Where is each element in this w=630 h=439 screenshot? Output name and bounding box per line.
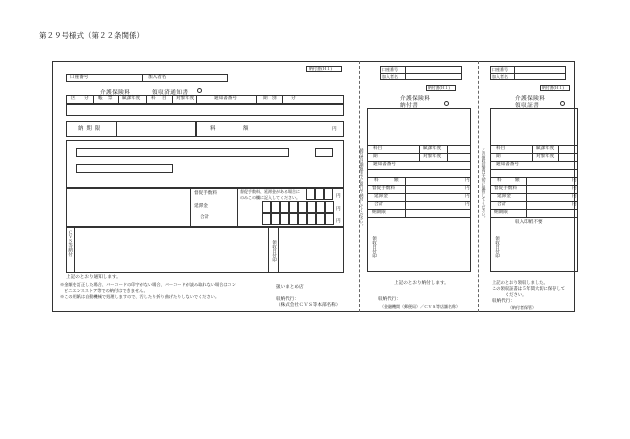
amount-row-label: 料 (497, 178, 502, 183)
yen-unit: 円 (332, 127, 337, 132)
amount-row-label: 督促手数料 (372, 186, 395, 191)
footnote-2: ビニエンスストア等での納付はできません。 (64, 288, 148, 293)
amount-row-label: 額 (394, 178, 399, 183)
seal-mark (560, 101, 565, 106)
total-label: 合計 (200, 215, 210, 220)
slip-row-label: 対象年度 (423, 154, 442, 159)
fee-digit-box (298, 201, 307, 213)
amount-label-2: 額 (243, 126, 249, 132)
collector-label: 収納代行： (378, 297, 401, 302)
slip-row-label: 期 (373, 154, 378, 159)
receipt-date-label: 領収日付印 (371, 236, 377, 258)
cvs-block (66, 227, 344, 273)
account-no-label: 口座番号 (492, 67, 508, 72)
fee-digit-box (315, 188, 324, 200)
notice-title-1: 介護保険料 (100, 90, 131, 96)
amount-row-label: 料 (374, 178, 379, 183)
fee-digit-box (324, 188, 333, 200)
receipt-title-1: 介護保険料 (515, 96, 546, 102)
special-fee-label: 督促手数料 (194, 191, 217, 196)
fee-digit-box (262, 201, 271, 213)
amount-label: 料 (210, 126, 216, 132)
footnote-3: ※この用紙は自動機械で処理しますので、汚したり折り曲げたりしないでください。 (60, 294, 220, 299)
fee-digit-box (316, 201, 325, 213)
header-cell: 分 (291, 96, 296, 101)
receipt-row-label: 賦課年度 (536, 146, 555, 151)
special-note-1: 督促手数料、延滞金がある場合に (240, 189, 300, 194)
collector-name: （金融機関（郵便局）／ＣＶＳ等店舗名称） (380, 304, 460, 309)
receipt-note-3: ください。 (505, 293, 527, 298)
yen-unit: 円 (336, 219, 341, 224)
header-cell: 通知書番号 (214, 96, 237, 101)
receipt-title-2: 領収証書 (515, 103, 540, 109)
header-cell: 分 (84, 96, 89, 101)
footnote-1: ※金額を訂正した場合、バーコードの印字がない場合、バーコードが読み取れない場合はコン (60, 282, 236, 287)
yen-unit: 円 (336, 207, 341, 212)
seal-mark (444, 101, 449, 106)
fee-digit-box (280, 201, 289, 213)
amount-row-label: 合計 (497, 202, 507, 207)
header-cell: 期 (263, 96, 268, 101)
seal-mark (197, 88, 202, 93)
fee-digit-box (280, 213, 289, 225)
subscriber-name-label: 加入者名 (492, 74, 508, 79)
receipt-note-1: 上記のとおり領収しました。 (492, 281, 548, 286)
amount-row-label: 合計 (374, 202, 384, 207)
slip-title-2: 納付書 (400, 103, 419, 109)
account-no-label: 口座番号 (382, 67, 398, 72)
subscriber-name-label: 加入者名 (148, 75, 167, 80)
header-cell: 賦課年度 (122, 96, 141, 101)
collector-label: 収納代行： (276, 297, 299, 302)
header-cell: 区 (71, 96, 76, 101)
revenue-stamp-note: 収入印紙不要 (515, 220, 543, 225)
receipt-row-label: 期 (496, 154, 501, 159)
yen-unit: 円 (336, 194, 341, 199)
fee-digit-box (262, 213, 271, 225)
yen-unit: 円 (572, 194, 577, 199)
yen-unit: 円 (572, 202, 577, 207)
fee-digit-box (271, 213, 280, 225)
yen-unit: 円 (465, 202, 470, 207)
header-cell: 対象年度 (176, 96, 195, 101)
yen-unit: 円 (465, 194, 470, 199)
fee-digit-box (325, 213, 334, 225)
amount-row-label: 額 (515, 178, 520, 183)
collector-label: 収納代行： (492, 299, 515, 304)
yen-unit: 円 (465, 178, 470, 183)
header-cell: 目 (162, 96, 167, 101)
slip-row-label: 賦課年度 (423, 146, 442, 151)
amount-box (196, 121, 344, 137)
header-cell: 票 (108, 96, 113, 101)
amount-row-label: 延滞金 (497, 194, 511, 199)
slip-title-1: 介護保険料 (400, 96, 431, 102)
amount-row-label: 延滞金 (374, 194, 388, 199)
handling-label: 扱いまとめ店 (276, 285, 304, 290)
subscriber-name-label: 加入者名 (382, 74, 398, 79)
form-code: 納付書(Ｈ１) (428, 85, 450, 90)
fee-digit-box (306, 188, 315, 200)
receipt-row-label: 科目 (496, 146, 506, 151)
barcode-check-box (315, 148, 333, 157)
deadline-label: 納期限 (78, 126, 104, 132)
slip-row-label: 科目 (373, 146, 383, 151)
header-cell: 別 (272, 96, 277, 101)
receipt-note-2: この領収証書は５年間大切に保存して (492, 287, 566, 292)
slip-row-label: 通知書番号 (373, 162, 396, 167)
form-code: 納付書(Ｈ１) (309, 66, 333, 71)
yen-unit: 円 (572, 186, 577, 191)
slip-side-note: 納付者は期限までに窓口で納付してください。 (359, 148, 365, 228)
fee-digit-box (289, 213, 298, 225)
notice-value-row (66, 104, 344, 116)
account-box (66, 74, 228, 82)
late-fee-label: 延滞金 (194, 204, 208, 209)
yen-unit: 円 (572, 178, 577, 183)
yen-unit: 円 (465, 186, 470, 191)
fee-digit-box (289, 201, 298, 213)
amount-row-label: 納期限 (372, 210, 386, 215)
perforation-line-2 (478, 61, 479, 312)
fee-digit-box (325, 201, 334, 213)
notice-text: 上記のとおり通知します。 (66, 275, 121, 280)
collector-name: （納付者保管） (508, 305, 536, 310)
account-no-label: 口座番号 (70, 75, 89, 80)
barcode-line-2 (76, 164, 173, 173)
notice-title-2: 領収済通知書 (152, 90, 189, 96)
cvs-label: ＣＶＳ等納付 (67, 230, 73, 257)
fee-digit-box (307, 213, 316, 225)
amount-row-label: 納期限 (494, 210, 508, 215)
barcode-line-1 (76, 148, 289, 157)
receipt-date-label: 領収日付印 (271, 240, 277, 262)
fee-digit-box (298, 213, 307, 225)
form-title: 第２９号様式（第２２条関係） (39, 31, 144, 40)
collector-name: （株式会社ＣＶＳ等本部名称） (276, 303, 341, 308)
fee-digit-box (316, 213, 325, 225)
fee-digit-box (271, 201, 280, 213)
receipt-date-label: 領収日付印 (494, 236, 500, 258)
receipt-row-label: 対象年度 (536, 154, 555, 159)
amount-row-label: 督促手数料 (494, 186, 517, 191)
header-cell: 科 (151, 96, 156, 101)
slip-note: 上記のとおり納付します。 (394, 281, 449, 286)
form-code: 納付書(Ｈ１) (542, 85, 564, 90)
special-note-2: のみこの欄に記入してください。 (240, 195, 300, 200)
fee-digit-box (307, 201, 316, 213)
receipt-row-label: 通知書番号 (496, 162, 519, 167)
header-cell: 帳 (98, 96, 103, 101)
receipt-side-note: この領収証書は大切に保管してください。 (481, 148, 487, 221)
